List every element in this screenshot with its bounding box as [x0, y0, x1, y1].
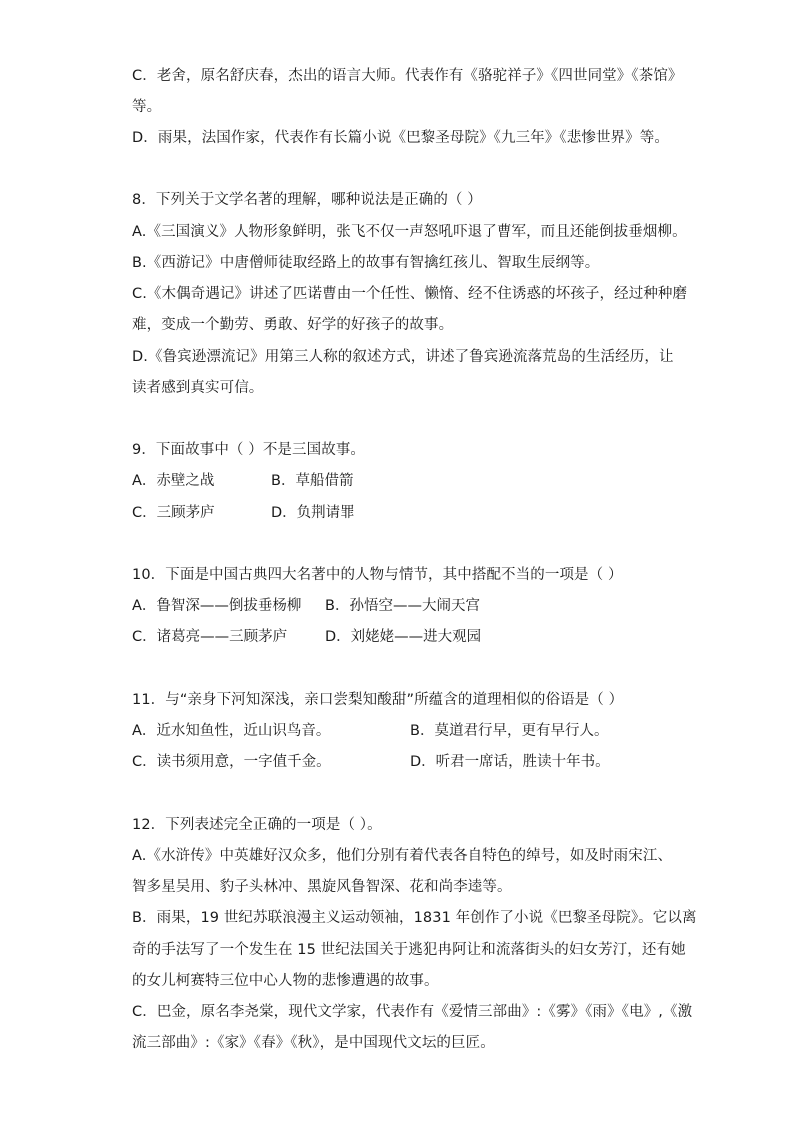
question-12-option-c: C．巴金，原名李尧棠，现代文学家，代表作有《爱情三部曲》:《雾》《雨》《电》,《激 [132, 1004, 693, 1020]
question-8-stem: 8．下列关于文学名著的理解，哪种说法是正确的（ ） [132, 192, 482, 208]
question-9-option-d: D．负荆请罪 [271, 505, 355, 521]
question-8-option-c-cont: 难，变成一个勤劳、勇敢、好学的好孩子的故事。 [132, 317, 454, 333]
question-11-option-d: D．听君一席话，胜读十年书。 [410, 754, 610, 770]
question-10-option-d: D．刘姥姥——进大观园 [325, 629, 482, 645]
question-12-option-b-cont2: 的女儿柯赛特三位中心人物的悲惨遭遇的故事。 [132, 973, 439, 989]
question-9-option-a: A．赤壁之战 [132, 473, 215, 489]
question-12-option-b-cont: 奇的手法写了一个发生在 15 世纪法国关于逃犯冉阿让和流落街头的妇女芳汀，还有她 [132, 942, 686, 958]
question-8-option-d-cont: 读者感到真实可信。 [132, 380, 264, 396]
question-11-stem: 11．与“亲身下河知深浅，亲口尝梨知酸甜”所蕴含的道理相似的俗语是（ ） [132, 692, 624, 708]
question-8-option-c: C.《木偶奇遇记》讲述了匹诺曹由一个任性、懒惰、经不住诱惑的坏孩子，经过种种磨 [132, 286, 688, 302]
question-12-stem: 12．下列表述完全正确的一项是（ ）。 [132, 817, 382, 833]
question-10-option-a: A．鲁智深——倒拔垂杨柳 [132, 598, 302, 614]
question-9-stem: 9．下面故事中（ ）不是三国故事。 [132, 442, 366, 458]
question-10-option-c: C．诸葛亮——三顾茅庐 [132, 629, 288, 645]
question-12-option-a-cont: 智多星吴用、豹子头林冲、黑旋风鲁智深、花和尚李逵等。 [132, 879, 512, 895]
question-8-option-a: A.《三国演义》人物形象鲜明，张飞不仅一声怒吼吓退了曹军，而且还能倒拔垂烟柳。 [132, 224, 687, 240]
question-12-option-c-cont: 流三部曲》:《家》《春》《秋》，是中国现代文坛的巨匠。 [132, 1035, 495, 1051]
question-9-option-c: C．三顾茅庐 [132, 505, 215, 521]
question-11-option-a: A．近水知鱼性，近山识鸟音。 [132, 723, 331, 739]
option-d-hugo: D．雨果，法国作家，代表作有长篇小说《巴黎圣母院》《九三年》《悲惨世界》等。 [132, 130, 669, 146]
option-c-laoshe: C．老舍，原名舒庆春，杰出的语言大师。代表作有《骆驼祥子》《四世同堂》《茶馆》 [132, 68, 683, 84]
question-8-option-d: D.《鲁宾逊漂流记》用第三人称的叙述方式，讲述了鲁宾逊流落荒岛的生活经历，让 [132, 349, 674, 365]
question-10-option-b: B．孙悟空——大闹天宫 [325, 598, 480, 614]
question-12-option-a: A.《水浒传》中英雄好汉众多，他们分别有着代表各自特色的绰号，如及时雨宋江、 [132, 848, 673, 864]
question-11-option-b: B．莫道君行早，更有早行人。 [410, 723, 609, 739]
question-10-stem: 10．下面是中国古典四大名著中的人物与情节，其中搭配不当的一项是（ ） [132, 567, 623, 583]
question-12-option-b: B．雨果，19 世纪苏联浪漫主义运动领袖，1831 年创作了小说《巴黎圣母院》。它以离 [132, 910, 697, 926]
question-8-option-b: B.《西游记》中唐僧师徒取经路上的故事有智擒红孩儿、智取生辰纲等。 [132, 255, 600, 271]
question-9-option-b: B．草船借箭 [271, 473, 354, 489]
question-11-option-c: C．读书须用意，一字值千金。 [132, 754, 331, 770]
option-c-laoshe-cont: 等。 [132, 99, 162, 115]
